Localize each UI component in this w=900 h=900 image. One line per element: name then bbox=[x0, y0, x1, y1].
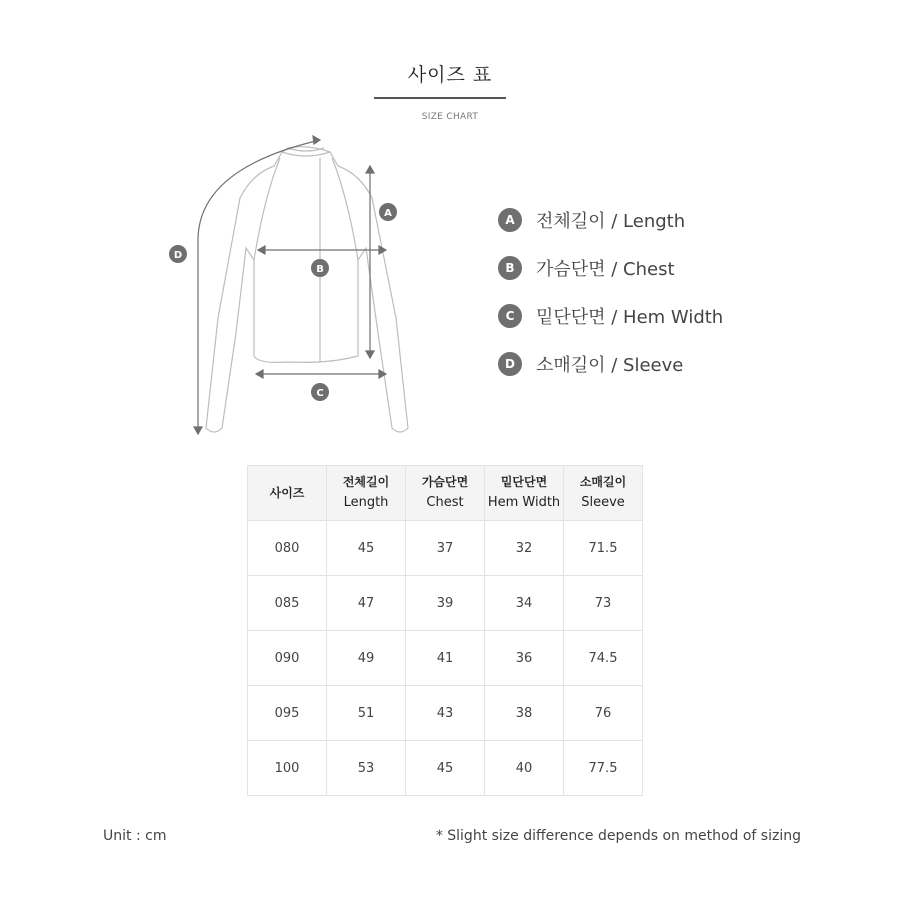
hem-arrow-left bbox=[256, 370, 263, 378]
table-row bbox=[248, 631, 643, 686]
cell-sleeve: 74.5 bbox=[564, 631, 643, 686]
garment-outline bbox=[206, 147, 408, 432]
legend-item-length bbox=[498, 196, 723, 244]
cell-chest: 45 bbox=[406, 741, 485, 796]
raglan-seam-left bbox=[254, 158, 280, 260]
title-underline bbox=[374, 97, 506, 99]
header-size: 사이즈 bbox=[248, 466, 327, 521]
legend-label: 전체길이 / Length bbox=[536, 211, 686, 232]
table-row bbox=[248, 741, 643, 796]
marker-b bbox=[311, 259, 329, 277]
cell-size: 085 bbox=[248, 576, 327, 631]
header-hem-width: 밑단단면 Hem Width bbox=[485, 466, 564, 521]
unit-note: Unit : cm bbox=[103, 828, 167, 844]
table-row bbox=[248, 576, 643, 631]
cell-chest: 43 bbox=[406, 686, 485, 741]
length-arrow-top bbox=[366, 166, 374, 173]
cell-size: 095 bbox=[248, 686, 327, 741]
sleeve-measure-line bbox=[198, 140, 320, 434]
size-table bbox=[247, 465, 643, 796]
cell-hem-width: 36 bbox=[485, 631, 564, 686]
cell-sleeve: 76 bbox=[564, 686, 643, 741]
cell-sleeve: 71.5 bbox=[564, 521, 643, 576]
header-sleeve: 소매길이 Sleeve bbox=[564, 466, 643, 521]
legend-label: 밑단단면 / Hem Width bbox=[536, 307, 724, 328]
sleeve-arrow-top bbox=[313, 136, 320, 144]
table-header-row bbox=[248, 466, 643, 521]
cell-size: 100 bbox=[248, 741, 327, 796]
legend-label: 가슴단면 / Chest bbox=[536, 259, 675, 280]
header-length: 전체길이 Length bbox=[327, 466, 406, 521]
cell-size: 090 bbox=[248, 631, 327, 686]
header-chest: 가슴단면 Chest bbox=[406, 466, 485, 521]
cell-length: 49 bbox=[327, 631, 406, 686]
legend-item-sleeve bbox=[498, 340, 723, 388]
legend-badge: D bbox=[498, 352, 522, 376]
table-row bbox=[248, 521, 643, 576]
page-subtitle: SIZE CHART bbox=[421, 112, 479, 122]
cell-size: 080 bbox=[248, 521, 327, 576]
cell-length: 47 bbox=[327, 576, 406, 631]
svg-text:C: C bbox=[316, 388, 324, 399]
cell-sleeve: 73 bbox=[564, 576, 643, 631]
chest-arrow-left bbox=[258, 246, 265, 254]
svg-text:D: D bbox=[173, 250, 183, 261]
marker-d bbox=[169, 245, 187, 263]
length-arrow-bottom bbox=[366, 351, 374, 358]
marker-c bbox=[311, 383, 329, 401]
cell-hem-width: 34 bbox=[485, 576, 564, 631]
sleeve-arrow-bottom bbox=[194, 427, 202, 434]
legend-badge: B bbox=[498, 256, 522, 280]
legend-item-chest bbox=[498, 244, 723, 292]
cell-chest: 37 bbox=[406, 521, 485, 576]
cell-chest: 41 bbox=[406, 631, 485, 686]
cell-hem-width: 32 bbox=[485, 521, 564, 576]
legend-label: 소매길이 / Sleeve bbox=[536, 355, 684, 376]
cell-chest: 39 bbox=[406, 576, 485, 631]
garment-diagram bbox=[160, 128, 410, 448]
svg-text:B: B bbox=[316, 264, 324, 275]
cell-length: 53 bbox=[327, 741, 406, 796]
cell-length: 45 bbox=[327, 521, 406, 576]
legend-badge: C bbox=[498, 304, 522, 328]
legend-badge: A bbox=[498, 208, 522, 232]
marker-a bbox=[379, 203, 397, 221]
legend-item-hem bbox=[498, 292, 723, 340]
svg-text:A: A bbox=[384, 208, 392, 219]
cell-hem-width: 40 bbox=[485, 741, 564, 796]
page-title: 사이즈 표 bbox=[407, 64, 493, 86]
cell-hem-width: 38 bbox=[485, 686, 564, 741]
sizing-disclaimer: * Slight size difference depends on method of sizing bbox=[435, 828, 801, 844]
cell-length: 51 bbox=[327, 686, 406, 741]
table-row bbox=[248, 686, 643, 741]
cell-sleeve: 77.5 bbox=[564, 741, 643, 796]
measurement-legend bbox=[498, 196, 723, 388]
raglan-seam-right bbox=[332, 158, 358, 260]
